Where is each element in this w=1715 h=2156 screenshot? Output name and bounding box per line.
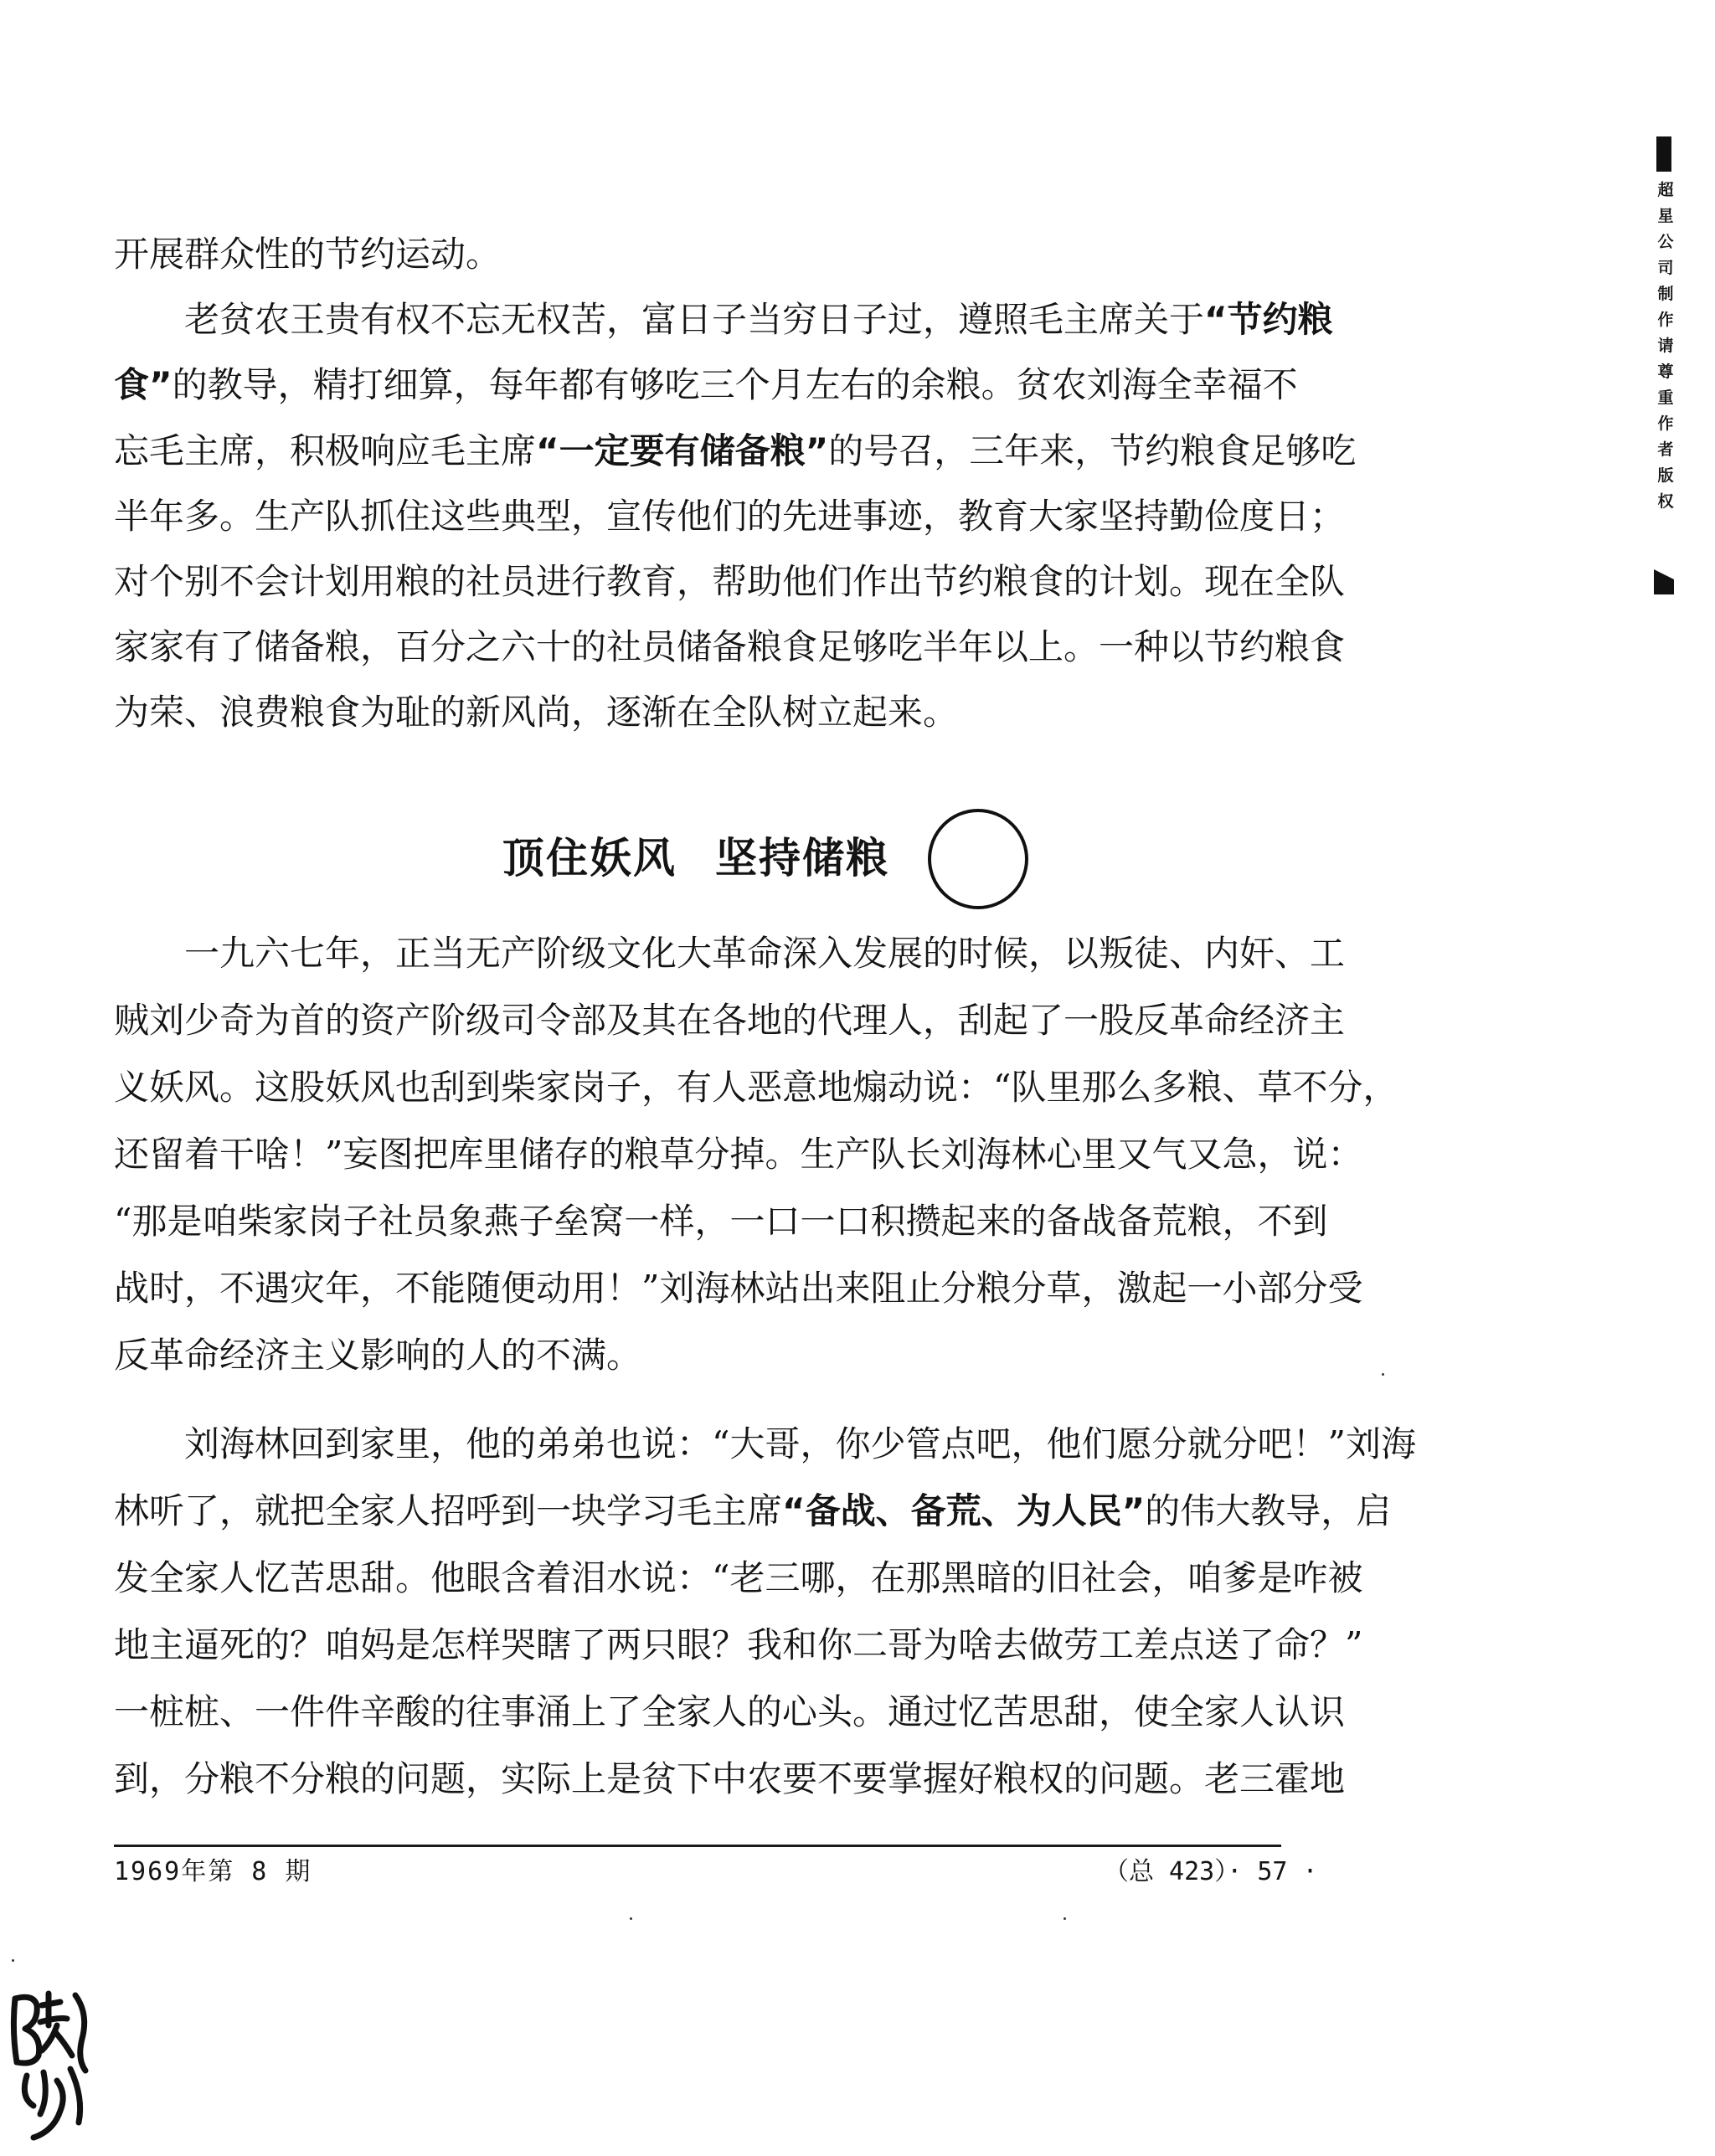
text-line: 忘毛主席，积极响应毛主席“一定要有储备粮”的号召，三年来，节约粮食足够吃	[114, 430, 1357, 471]
text-line: 刘海林回到家里，他的弟弟也说：“大哥，你少管点吧，他们愿分就分吧！”刘海	[114, 1423, 1416, 1464]
issue-label: 1969年第 8 期	[114, 1857, 312, 1886]
text-line: 发全家人忆苦思甜。他眼含着泪水说：“老三哪，在那黑暗的旧社会，咱爹是咋被	[114, 1557, 1363, 1598]
text-line: 林听了，就把全家人招呼到一块学习毛主席“备战、备荒、为人民”的伟大教导，启	[114, 1490, 1392, 1531]
blank-circle-mark	[928, 809, 1028, 909]
text-line: 对个别不会计划用粮的社员进行教育，帮助他们作出节约粮食的计划。现在全队	[114, 561, 1346, 602]
footer-rule	[114, 1845, 1281, 1847]
scan-speck	[1064, 1917, 1066, 1920]
text-line: 反革命经济主义影响的人的不满。	[114, 1335, 642, 1376]
text-line: 开展群众性的节约运动。	[114, 234, 502, 275]
side-stamp-bar-bottom	[1654, 569, 1674, 594]
text-line: 到，分粮不分粮的问题，实际上是贫下中农要不要掌握好粮权的问题。老三霍地	[114, 1758, 1346, 1799]
side-stamp-bar-top	[1656, 136, 1671, 172]
library-seal-stamp	[8, 1989, 92, 2143]
text-line: 一九六七年，正当无产阶级文化大革命深入发展的时候，以叛徒、内奸、工	[114, 933, 1346, 974]
emphasis-quote: “节约粮	[1204, 299, 1333, 340]
text-line: 食”的教导，精打细算，每年都有够吃三个月左右的余粮。贫农刘海全幸福不	[114, 364, 1298, 405]
text-line: 地主逼死的？咱妈是怎样哭瞎了两只眼？我和你二哥为啥去做劳工差点送了命？”	[114, 1624, 1363, 1665]
scan-speck	[12, 1959, 14, 1962]
scan-speck	[1382, 1373, 1384, 1376]
emphasis-quote: “一定要有储备粮”	[536, 430, 829, 471]
text-line: 贼刘少奇为首的资产阶级司令部及其在各地的代理人，刮起了一股反革命经济主	[114, 1000, 1346, 1041]
text-line: 老贫农王贵有权不忘无权苦，富日子当穷日子过，遵照毛主席关于“节约粮	[114, 299, 1333, 340]
text-line: 一桩桩、一件件辛酸的往事涌上了全家人的心头。通过忆苦思甜，使全家人认识	[114, 1691, 1346, 1732]
text-line: 为荣、浪费粮食为耻的新风尚，逐渐在全队树立起来。	[114, 692, 959, 733]
side-copyright-stamp: 超 星 公 司 制 作 请 尊 重 作 者 版 权	[1657, 181, 1674, 511]
text-line: 半年多。生产队抓住这些典型，宣传他们的先进事迹，教育大家坚持勤俭度日；	[114, 496, 1346, 537]
page-number: （总 423）· 57 ·	[1104, 1857, 1318, 1886]
text-line: 家家有了储备粮，百分之六十的社员储备粮食足够吃半年以上。一种以节约粮食	[114, 626, 1346, 667]
text-line: 还留着干啥！”妄图把库里储存的粮草分掉。生产队长刘海林心里又气又急，说：	[114, 1134, 1363, 1175]
text-line: 战时，不遇灾年，不能随便动用！”刘海林站出来阻止分粮分草，激起一小部分受	[114, 1268, 1363, 1309]
emphasis-quote: “备战、备荒、为人民”	[782, 1490, 1146, 1531]
emphasis-quote: 食”	[114, 364, 173, 405]
text-line: 义妖风。这股妖风也刮到柴家岗子，有人恶意地煽动说：“队里那么多粮、草不分，	[114, 1067, 1398, 1108]
text-line: “那是咱柴家岗子社员象燕子垒窝一样，一口一口积攒起来的备战备荒粮，不到	[114, 1201, 1328, 1242]
section-heading: 顶住妖风 坚持储粮	[502, 834, 889, 882]
scan-speck	[630, 1917, 632, 1920]
